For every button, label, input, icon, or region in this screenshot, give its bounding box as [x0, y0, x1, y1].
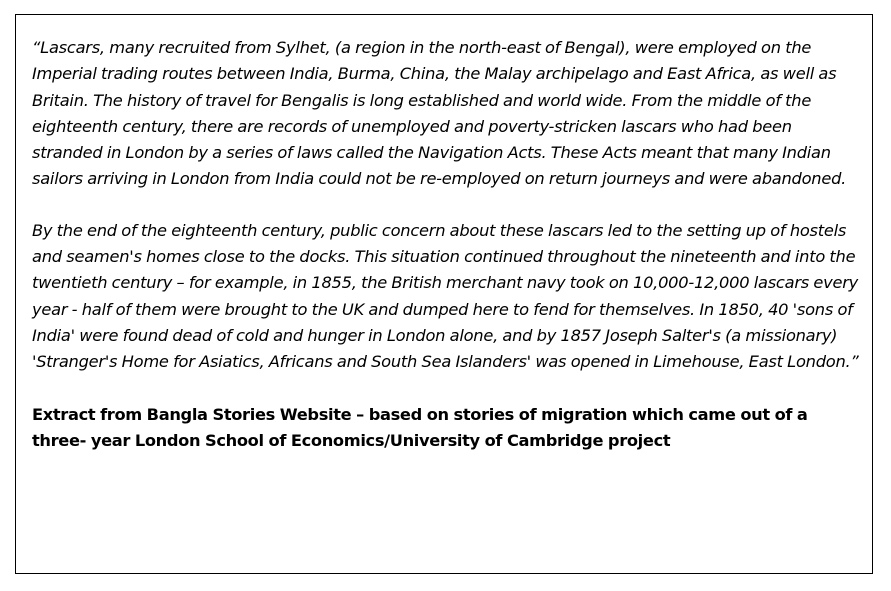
extract-box — [15, 14, 873, 574]
source-caption: Extract from Bangla Stories Website – based on stories of migration which came out of a three- year London School of Economics/University of Cambridge project — [32, 404, 808, 450]
quote-paragraph-2: By the end of the eighteenth century, public concern about these lascars led to the setting up of hostels and seamen's homes close to the docks. This situation continued throughout the nineteenth and into the twentieth century – for example, in 1855, the British merchant navy took on 10,000-12,000 lascars every year - half of them were brought to the UK and dumped here to fend for themselves. In 1850, 40 'sons of India' were found dead of cold and hunger in London alone, and by 1857 Joseph Salter's (a missionary) 'Stranger's Home for Asiatics, Africans and South Sea Islanders' was opened in Limehouse, East London.” — [32, 220, 859, 372]
extract-content — [32, 35, 864, 454]
quote-paragraph-1: “Lascars, many recruited from Sylhet, (a region in the north-east of Bengal), were employed on the Imperial trading routes between India, Burma, China, the Malay archipelago and East Africa, as well as Britain. The history of travel for Bengalis is long established and world wide. From the middle of the eighteenth century, there are records of unemployed and poverty-stricken lascars who had been stranded in London by a series of laws called the Navigation Acts. These Acts meant that many Indian sailors arriving in London from India could not be re-employed on return journeys and were abandoned. — [32, 38, 847, 189]
